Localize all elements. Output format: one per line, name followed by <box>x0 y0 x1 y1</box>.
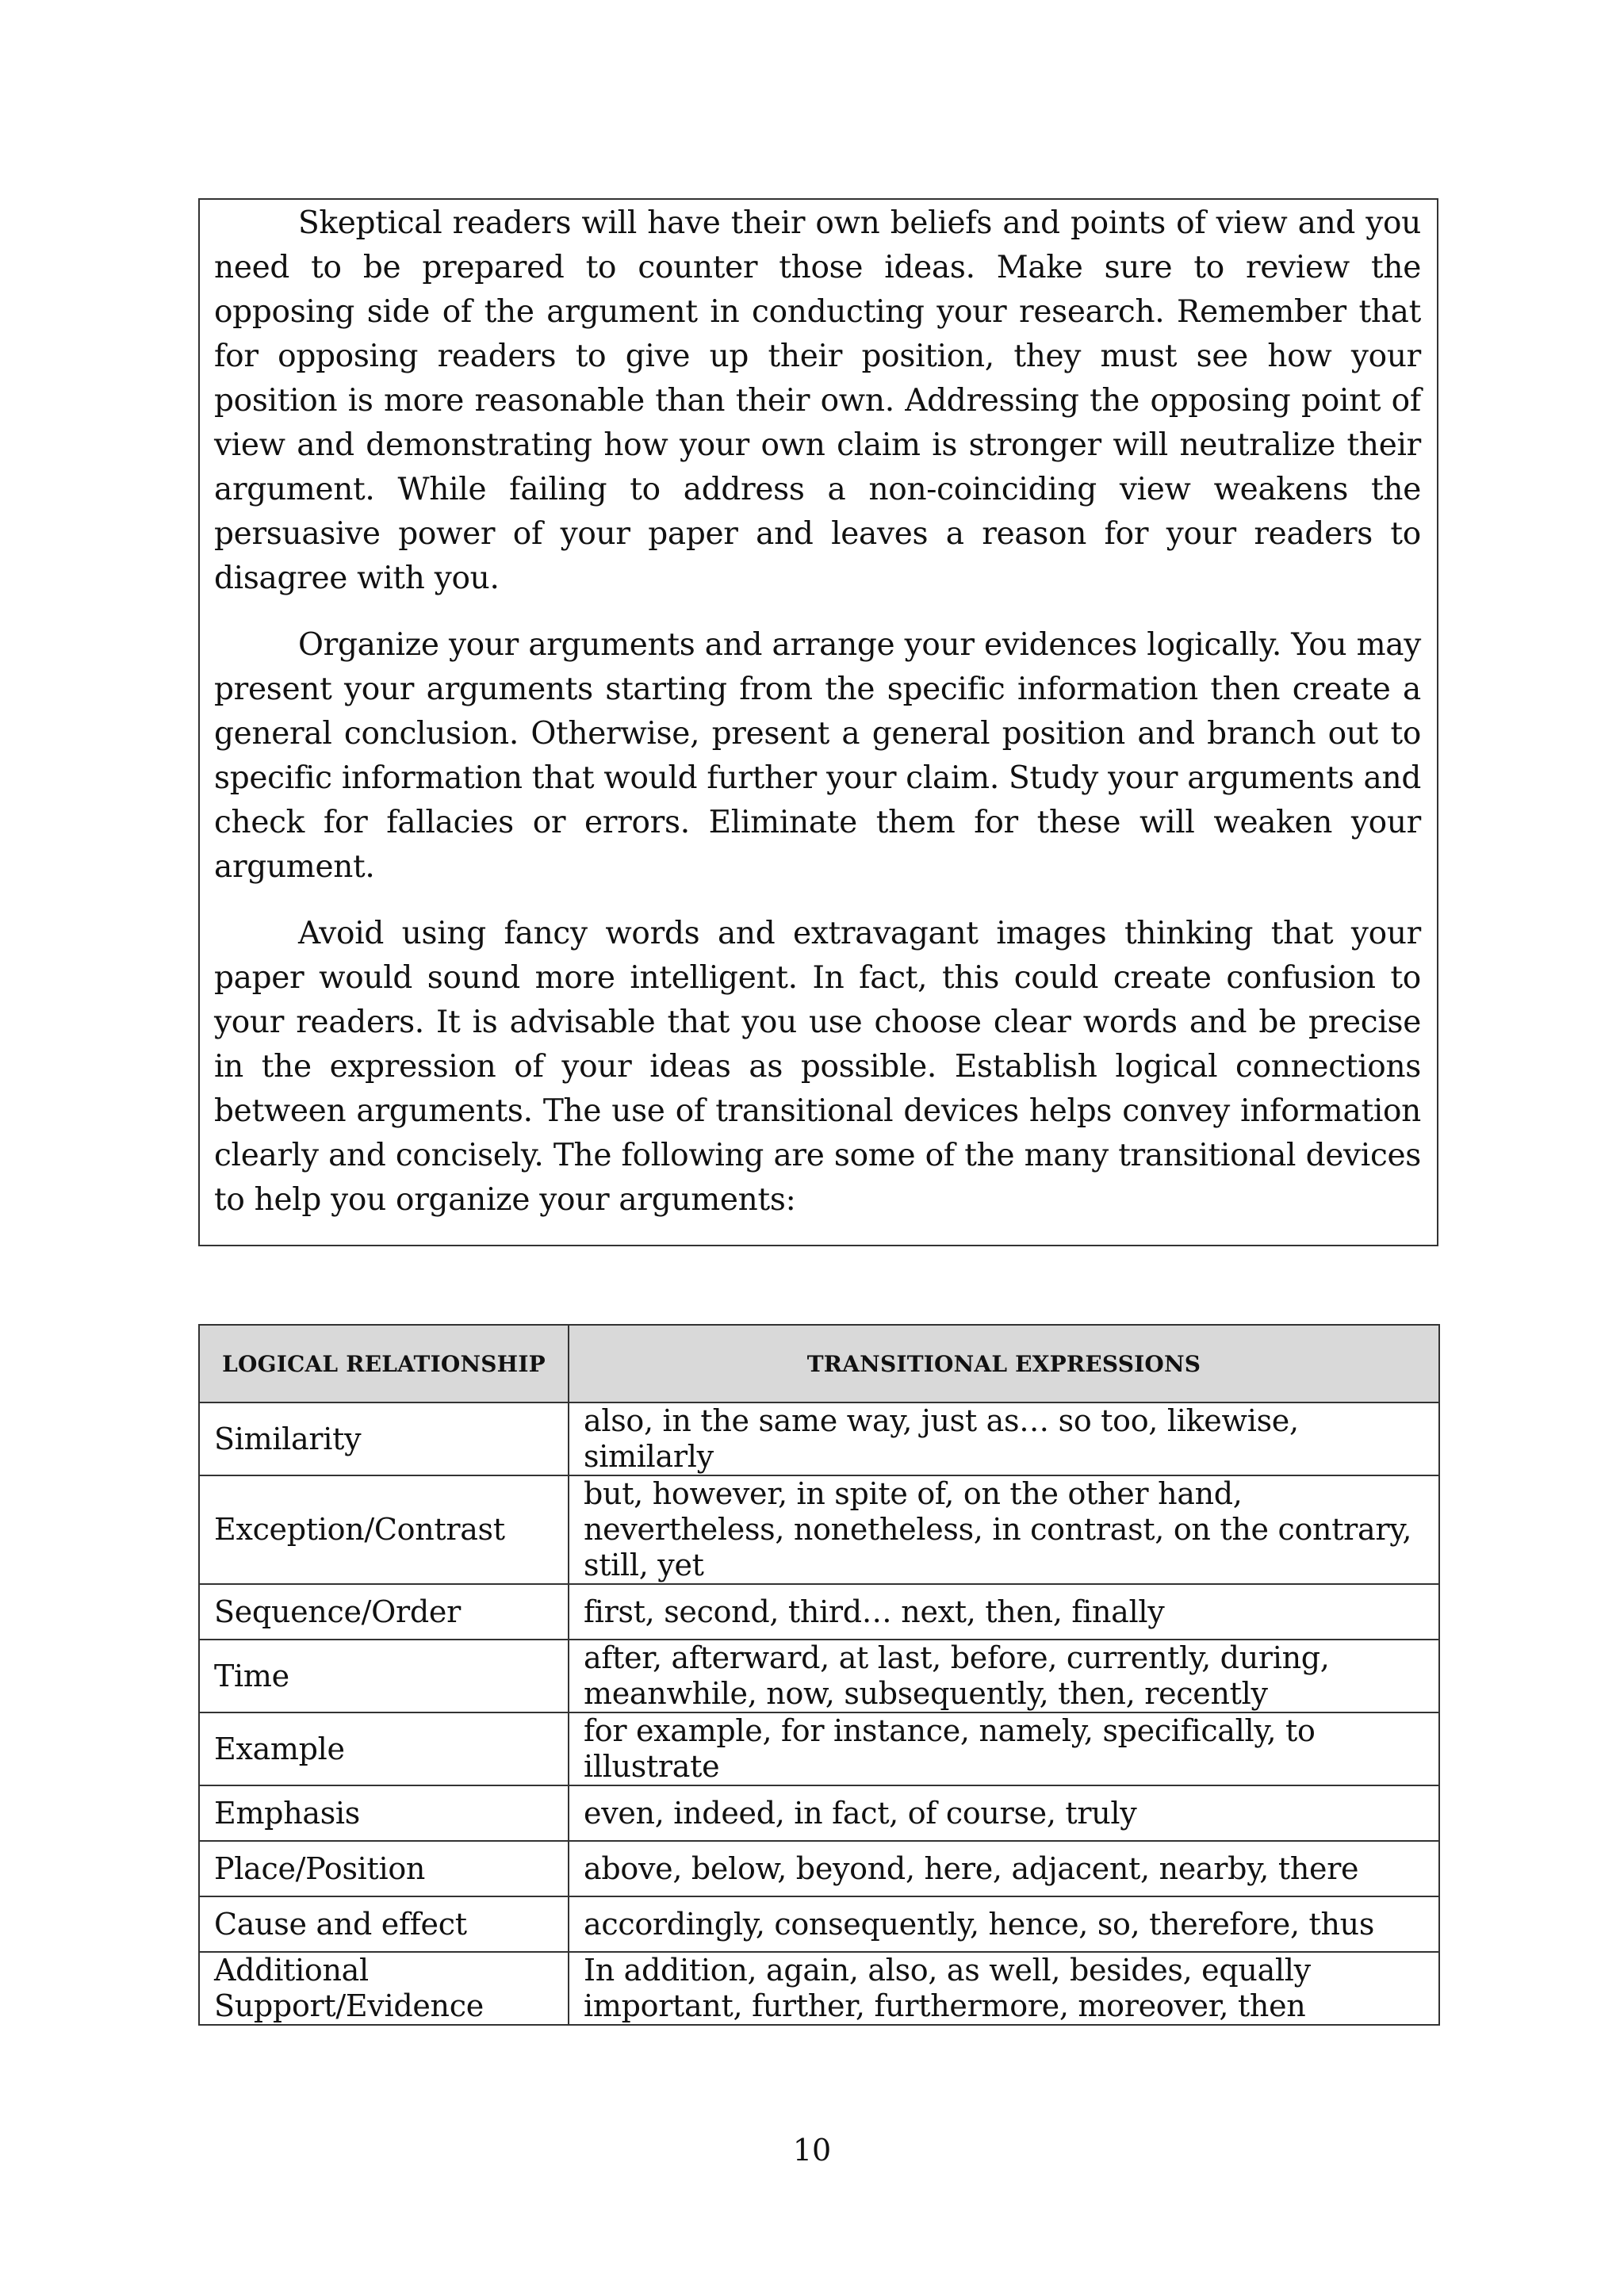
header-transitional-expressions: TRANSITIONAL EXPRESSIONS <box>569 1325 1439 1402</box>
expressions-cell: even, indeed, in fact, of course, truly <box>569 1785 1439 1841</box>
table-row <box>199 1402 1439 1475</box>
table-row <box>199 1640 1439 1712</box>
paragraph-skeptical-readers: Skeptical readers will have their own beliefs and points of view and you need to be prepared to counter those ideas. Make sure to review the opposing side of the argument in conducting your research. Remember that for opposing readers to give up their position, they must see how your position is more reasonable than their own. Addressing the opposing point of view and demonstrating how your own claim is stronger will neutralize their argument. While failing to address a non-coinciding view weakens the persuasive power of your paper and leaves a reason for your readers to disagree with you. <box>214 205 1421 596</box>
relationship-cell: Example <box>199 1712 569 1785</box>
paragraph-organize-arguments: Organize your arguments and arrange your evidences logically. You may present your arguments starting from the specific information then create a general conclusion. Otherwise, present a general position and branch out to specific information that would further your claim. Study your arguments and check for fallacies or errors. Eliminate them for these will weaken your argument. <box>214 627 1421 885</box>
relationship-cell: Place/Position <box>199 1841 569 1896</box>
relationship-cell: Emphasis <box>199 1785 569 1841</box>
page-number: 10 <box>792 2133 832 2168</box>
table-row <box>199 1952 1439 2025</box>
expressions-cell: accordingly, consequently, hence, so, therefore, thus <box>569 1896 1439 1952</box>
expressions-cell: but, however, in spite of, on the other hand, nevertheless, nonetheless, in contrast, on the contrary, still, yet <box>569 1475 1439 1584</box>
table-row <box>199 1841 1439 1896</box>
expressions-cell: above, below, beyond, here, adjacent, nearby, there <box>569 1841 1439 1896</box>
relationship-cell: Similarity <box>199 1402 569 1475</box>
table-row <box>199 1896 1439 1952</box>
expressions-cell: after, afterward, at last, before, currently, during, meanwhile, now, subsequently, then, recently <box>569 1640 1439 1712</box>
table-row <box>199 1712 1439 1785</box>
table-header-row <box>199 1325 1439 1402</box>
expressions-cell: In addition, again, also, as well, besides, equally important, further, furthermore, moreover, then <box>569 1952 1439 2025</box>
relationship-cell: Sequence/Order <box>199 1584 569 1640</box>
header-logical-relationship: LOGICAL RELATIONSHIP <box>199 1325 569 1402</box>
relationship-cell: Additional Support/Evidence <box>199 1952 569 2025</box>
relationship-cell: Exception/Contrast <box>199 1475 569 1584</box>
table-row <box>199 1584 1439 1640</box>
expressions-cell: first, second, third… next, then, finally <box>569 1584 1439 1640</box>
table-row <box>199 1785 1439 1841</box>
expressions-cell: for example, for instance, namely, specifically, to illustrate <box>569 1712 1439 1785</box>
table-row <box>199 1475 1439 1584</box>
text-box <box>198 198 1438 1246</box>
paragraph-avoid-fancy-words: Avoid using fancy words and extravagant images thinking that your paper would sound more intelligent. In fact, this could create confusion to your readers. It is advisable that you use choose clear words and be precise in the expression of your ideas as possible. Establish logical connections between arguments. The use of transitional devices helps convey information clearly and concisely. The following are some of the many transitional devices to help you organize your arguments: <box>214 916 1421 1218</box>
expressions-cell: also, in the same way, just as… so too, likewise, similarly <box>569 1402 1439 1475</box>
relationship-cell: Time <box>199 1640 569 1712</box>
transitional-devices-table <box>198 1324 1440 2026</box>
relationship-cell: Cause and effect <box>199 1896 569 1952</box>
